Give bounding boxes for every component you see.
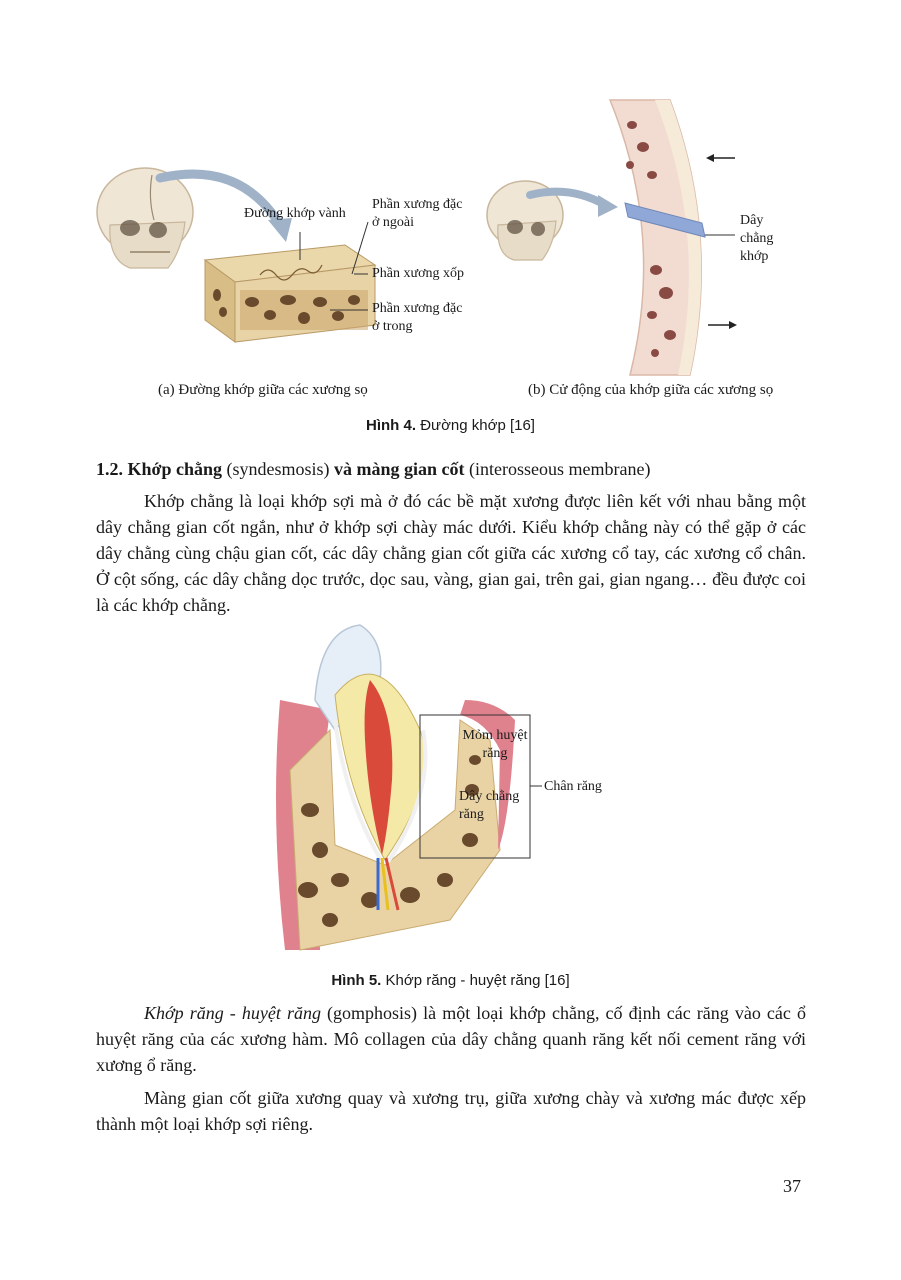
figure-4-text: Đường khớp [16] [416,417,535,434]
label-inner-compact-line2: ở trong [372,319,413,334]
section-term-membrane: và màng gian cốt [334,459,465,479]
paragraph-gomphosis [96,1000,806,1078]
figure-4b-illustration [480,95,740,385]
bone-block [205,245,375,342]
label-pdl-line1: Dây chằng [459,789,520,804]
label-periodontal-ligament [459,788,519,824]
label-inner-compact-line1: Phần xương đặc [372,301,463,316]
caption-4a: (a) Đường khớp giữa các xương sọ [158,382,368,398]
caption-4b: (b) Cử động của khớp giữa các xương sọ [528,382,774,398]
label-outer-compact-bone [372,196,462,232]
label-ligament-line3: khớp [740,249,769,264]
figure-5-number: Hình 5. [331,972,382,989]
label-alveolar-line2: răng [482,746,508,761]
arrow-left-icon [706,154,735,162]
skull-icon [97,168,193,268]
label-inner-compact-bone [372,300,462,336]
label-coronal-suture: Đường khớp vành [244,206,346,221]
label-ligament-line1: Dây [740,213,764,228]
section-term-membrane-en: (interosseous membrane) [464,459,651,479]
label-ligament-line2: chằng [740,231,774,246]
arrow-right-icon [708,321,737,329]
section-term-syndesmosis: Khớp chằng [127,459,222,479]
page-number: 37 [783,1176,801,1196]
paragraph-syndesmosis: Khớp chằng là loại khớp sợi mà ở đó các bề mặt xương được liên kết với nhau bằng một dây chằng gian cốt ngắn, như ở khớp sợi chày mác dưới. Kiểu khớp chằng này có thể gặp ở các dây chằng cùng chậu gian cốt, các dây chằng gian cốt giữa các xương cổ tay, các xương cổ chân. Ở cột sống, các dây chằng dọc trước, dọc sau, vàng, gian gai, trên gai, gian ngang… đều được coi là các khớp chằng. [96,491,806,615]
label-alveolar-line1: Mỏm huyệt [462,728,528,743]
label-outer-compact-line1: Phần xương đặc [372,197,463,212]
label-suture-ligament [740,212,773,266]
figure-5-text: Khớp răng - huyệt răng [16] [381,972,570,989]
figure-4-title [0,417,901,434]
paragraph-interosseous: Màng gian cốt giữa xương quay và xương trụ, giữa xương chày và xương mác được xếp thành một loại khớp sợi riêng. [96,1088,806,1134]
term-gomphosis: Khớp răng - huyệt răng [144,1003,321,1023]
figure-5-title [0,972,901,989]
label-outer-compact-line2: ở ngoài [372,215,415,230]
label-spongy-bone: Phần xương xốp [372,266,464,281]
figure-4-number: Hình 4. [366,417,417,434]
section-number: 1.2. [96,459,123,479]
label-pdl-line2: răng [459,807,484,822]
label-tooth-root: Chân răng [544,779,602,794]
section-term-syndesmosis-en: (syndesmosis) [222,459,334,479]
label-alveolar-process [455,727,535,763]
paragraph-gomphosis-text: (gomphosis) là một loại khớp chằng, cố định các răng vào các ổ huyệt răng của các xương hàm. Mô collagen của dây chằng quanh răng kết nối cement răng với xương ổ răng. [96,1003,806,1075]
section-heading-1-2 [96,457,650,481]
